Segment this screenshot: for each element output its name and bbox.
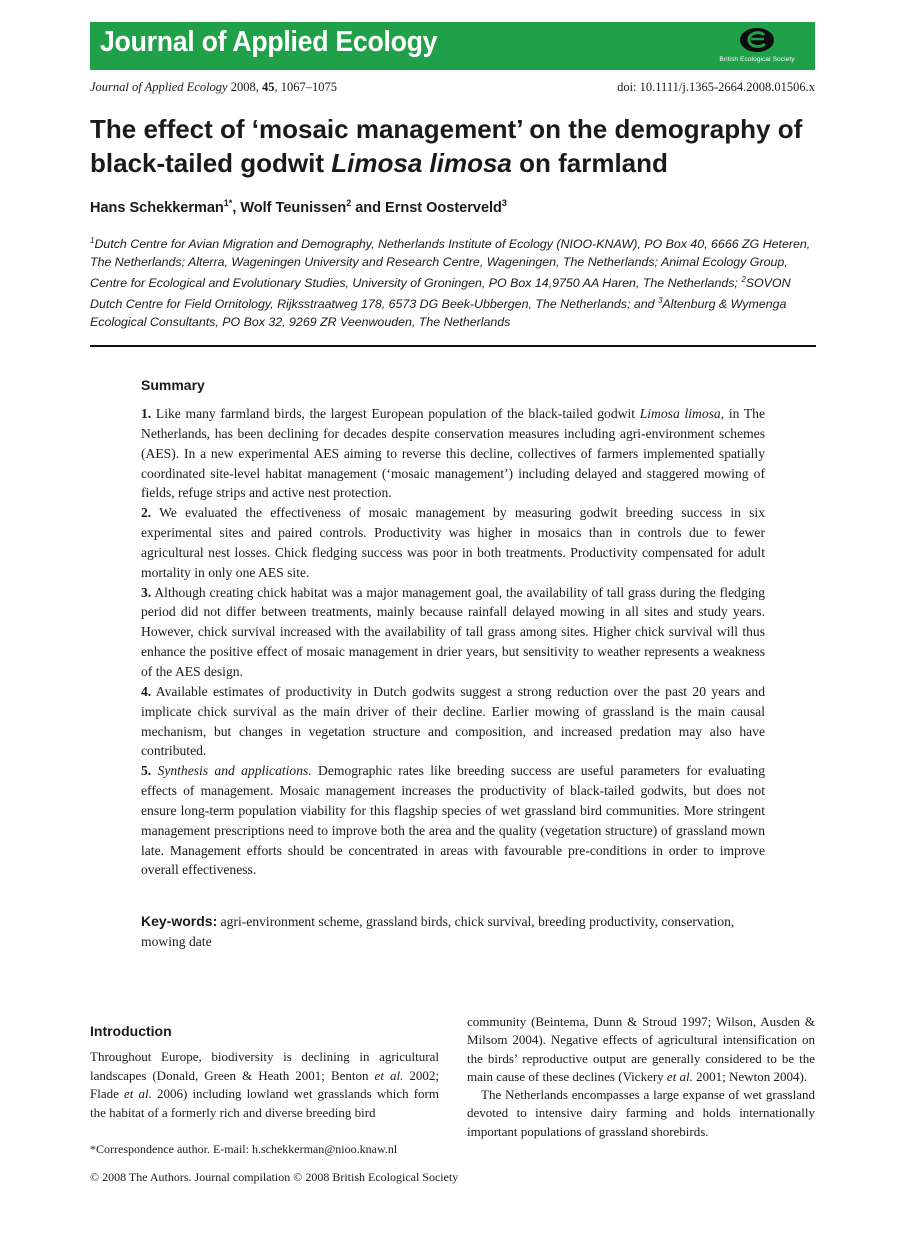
title-species: Limosa limosa: [331, 148, 512, 178]
citation-pages: , 1067–1075: [274, 80, 337, 94]
correspondence-footnote: *Correspondence author. E-mail: h.schekkerman@nioo.knaw.nl: [90, 1142, 398, 1156]
journal-banner: [90, 22, 815, 70]
introduction-column-1: [90, 1048, 439, 1122]
author-list: [90, 198, 507, 216]
author-name: Hans Schekkerman: [90, 199, 224, 216]
affiliation-mark: 3: [657, 296, 663, 306]
intro-italic: et al.: [666, 1068, 693, 1084]
summary-text: Available estimates of productivity in Dutch godwits suggest a strong reduction over the past 20 years and implicate chick survival as the main driver of their decline. Earlier mowing of grassland is the main causal mechanism, but changes in vegetation structure and composition, and increased predation may also have contributed.: [141, 683, 765, 759]
summary-item-number: 5.: [141, 763, 152, 779]
affiliation-mark: 1: [90, 236, 95, 245]
summary-item: [141, 404, 765, 503]
citation: [90, 80, 337, 95]
summary-heading: Summary: [141, 377, 205, 393]
summary-italic: Limosa limosa: [639, 406, 721, 421]
header-divider: [90, 345, 816, 347]
bes-logo: [707, 26, 807, 66]
intro-text: 2006) including lowland wet grasslands which form the habitat of a formerly rich and diverse breeding bird: [90, 1086, 439, 1120]
summary-item: [141, 503, 765, 582]
summary-text: Demographic rates like breeding success are useful parameters for evaluating effects of management. Mosaic management increases the productivity of black-tailed godwits, but does not ensure long-term population viability for this flagship species of wet grassland bird communities. More stringent management prescriptions need to improve both the area and the quality (vegetation structure) of grassland mown late. Management efforts should be concentrated in areas with favourable pre-conditions in order to improve overall effectiveness.: [141, 763, 766, 878]
summary-text: , in The Netherlands, has been declining for decades despite conservation measures including agri-environment schemes (AES). In a new experimental AES aiming to reverse this decline, collectives of farmers implemented spatially coordinated site-level habitat management (‘mosaic management’) including delayed and staggered mowing of fields, refuge strips and active nest protection.: [141, 406, 765, 501]
affiliation-text: SOVON Dutch Centre for Field Ornitology, Rijksstraatweg 178, 6573 DG Beek-Ubbergen, The Netherlands; and: [90, 276, 791, 312]
intro-text: community (Beintema, Dunn & Stroud 1997; Wilson, Ausden & Milsom 2004). Negative effects of agricultural intensification on the birds’ reproductive output are generally considered to be the main cause of these declines (Vickery: [467, 1014, 815, 1084]
bes-logo-text: British Ecological Society: [719, 56, 795, 63]
author-name: Wolf Teunissen: [240, 199, 347, 216]
introduction-heading: Introduction: [90, 1023, 172, 1039]
affiliations: [90, 232, 816, 331]
author-separator: and: [351, 199, 386, 216]
intro-text: Throughout Europe, biodiversity is declining in agricultural landscapes (Donald, Green & Heath 2001; Benton: [90, 1049, 439, 1083]
summary-italic: Synthesis and applications.: [157, 763, 312, 779]
affiliation-mark: 2: [741, 275, 746, 285]
summary-text: Although creating chick habitat was a major management goal, the availability of tall grass during the fledging period did not differ between treatments, mainly because rainfall delayed mowing in all sites and study years. However, chick survival increased with the availability of tall grass among sites. Higher chick survival will thus enhance the positive effect of mosaic management in drier years, but sensitivity to weather represents a weakness of the AES design.: [141, 584, 765, 679]
summary-item: [141, 583, 765, 682]
author-name: Ernst Oosterveld: [385, 199, 502, 216]
copyright-line: © 2008 The Authors. Journal compilation © 2008 British Ecological Society: [90, 1170, 459, 1184]
citation-journal: Journal of Applied Ecology: [90, 80, 228, 94]
affiliation-text: Dutch Centre for Avian Migration and Demography, Netherlands Institute of Ecology (NIOO-KNAW), PO Box 40, 6666 ZG Heteren, The Netherlands; Alterra, Wageningen University and Research Centre, Wageningen, The Netherlands; Animal Ecology Group, Centre for Ecological and Evolutionary Studies, University of Groningen, PO Box 14,9750 AA Haren, The Netherlands;: [90, 237, 811, 291]
summary-item-number: 3.: [141, 584, 152, 600]
keywords-text: agri-environment scheme, grassland birds, chick survival, breeding productivity, conservation, mowing date: [141, 914, 735, 949]
summary-item-number: 2.: [141, 505, 152, 521]
title-text: The effect of ‘mosaic management’ on the demography of black-tailed godwit: [90, 114, 803, 178]
intro-text: 2002; Flade: [90, 1067, 439, 1101]
summary-text: We evaluated the effectiveness of mosaic management by measuring godwit breeding success in six experimental sites and paired controls. Productivity was higher in mosaics than in controls due to fewer agricultural nest losses. Chick fledging success was poor in both treatments. Productivity compensated for adult mortality in only one AES site.: [141, 505, 765, 580]
citation-volume: 45: [261, 80, 275, 94]
summary-item-number: 4.: [141, 683, 152, 699]
keywords-label: Key-words:: [141, 913, 218, 929]
summary-item: [141, 682, 765, 761]
author-affiliation-mark: 2: [346, 198, 352, 208]
author-affiliation-mark: 3: [501, 198, 507, 208]
intro-paragraph: [467, 1013, 815, 1086]
journal-name: Journal of Applied Ecology: [100, 26, 438, 58]
summary-text: Like many farmland birds, the largest European population of the black-tailed godwit: [155, 406, 640, 421]
title-text-end: on farmland: [511, 148, 668, 178]
keywords: [141, 911, 765, 952]
article-title: [90, 112, 820, 180]
introduction-column-2: [467, 1013, 815, 1141]
summary-body: [141, 404, 765, 880]
intro-text: 2001; Newton 2004).: [692, 1068, 808, 1084]
intro-paragraph: The Netherlands encompasses a large expanse of wet grassland devoted to intensive dairy farming and holds internationally important populations of grassland shorebirds.: [467, 1087, 815, 1139]
citation-year: 2008,: [230, 80, 259, 94]
author-separator: ,: [232, 199, 241, 216]
bes-logo-icon: [737, 26, 777, 56]
intro-italic: et al.: [124, 1086, 152, 1101]
summary-item-number: 1.: [141, 406, 152, 421]
intro-italic: et al.: [374, 1067, 404, 1083]
summary-item: [141, 761, 765, 880]
author-affiliation-mark: 1*: [223, 198, 233, 208]
affiliation-text: Altenburg & Wymenga Ecological Consultants, PO Box 32, 9269 ZR Veenwouden, The Netherlands: [90, 297, 787, 330]
doi[interactable]: doi: 10.1111/j.1365-2664.2008.01506.x: [617, 80, 815, 94]
